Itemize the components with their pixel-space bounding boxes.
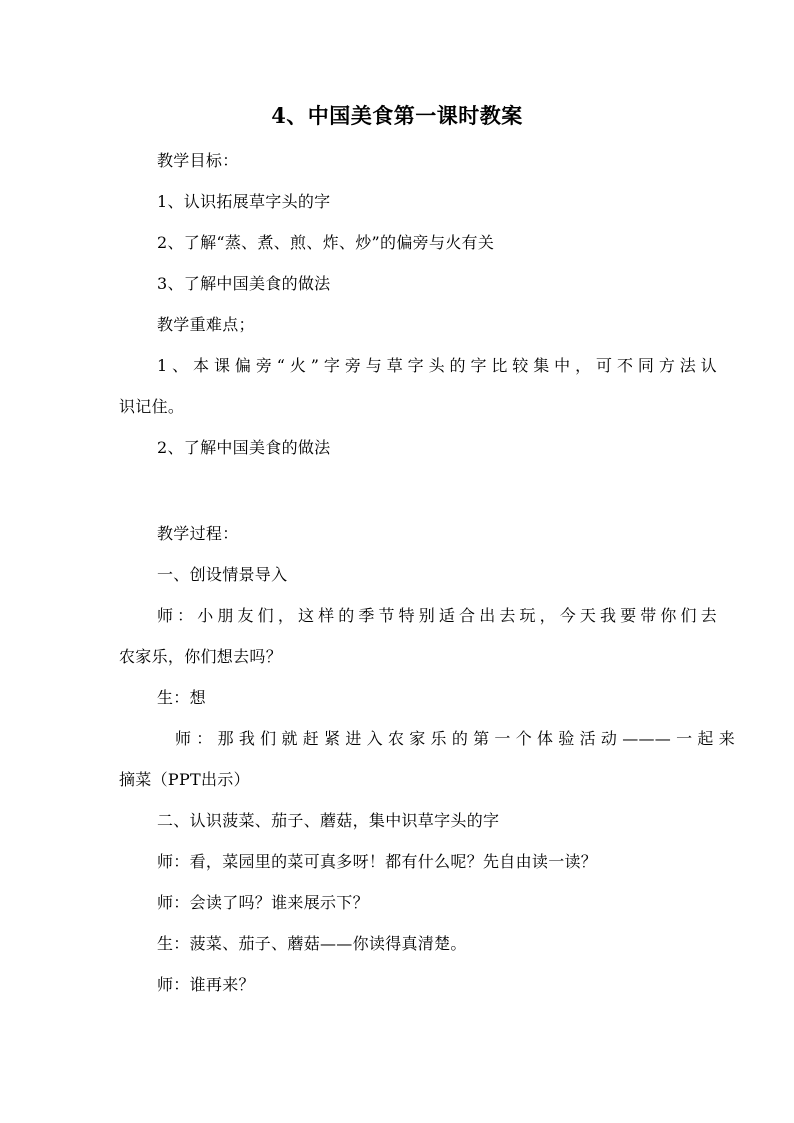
dialogue-line: 师：小朋友们，这样的季节特别适合出去玩，今天我要带你们去 xyxy=(157,606,717,625)
dialogue-line: 师：谁再来？ xyxy=(157,975,255,994)
objective-item-3: 3、了解中国美食的做法 xyxy=(157,274,331,293)
process-step-1-heading: 一、创设情景导入 xyxy=(157,565,288,584)
section-heading-key-points: 教学重难点； xyxy=(157,315,255,334)
key-point-item-2: 2、了解中国美食的做法 xyxy=(157,438,331,457)
process-step-2-heading: 二、认识菠菜、茄子、蘑菇，集中识草字头的字 xyxy=(157,811,500,830)
dialogue-line: 师：会读了吗？谁来展示下？ xyxy=(157,893,369,912)
key-point-item-1: 1、本课偏旁“火”字旁与草字头的字比较集中，可不同方法认 xyxy=(157,356,717,375)
document-title: 4、中国美食第一课时教案 xyxy=(271,103,523,128)
dialogue-line: 师：那我们就赶紧进入农家乐的第一个体验活动———一起来 xyxy=(175,729,735,748)
dialogue-line-continued: 摘菜（PPT出示） xyxy=(119,770,250,789)
objective-item-1: 1、认识拓展草字头的字 xyxy=(157,192,331,211)
dialogue-line: 师：看，菜园里的菜可真多呀！都有什么呢？先自由读一读？ xyxy=(157,852,598,871)
dialogue-line: 生：想 xyxy=(157,688,206,707)
key-point-item-1-continued: 识记住。 xyxy=(119,397,185,416)
objective-item-2: 2、了解“蒸、煮、煎、炸、炒”的偏旁与火有关 xyxy=(157,233,495,252)
section-heading-process: 教学过程： xyxy=(157,524,239,543)
dialogue-line-continued: 农家乐，你们想去吗？ xyxy=(119,647,283,666)
section-heading-objectives: 教学目标： xyxy=(157,151,239,170)
dialogue-line: 生：菠菜、茄子、蘑菇——你读得真清楚。 xyxy=(157,934,467,953)
